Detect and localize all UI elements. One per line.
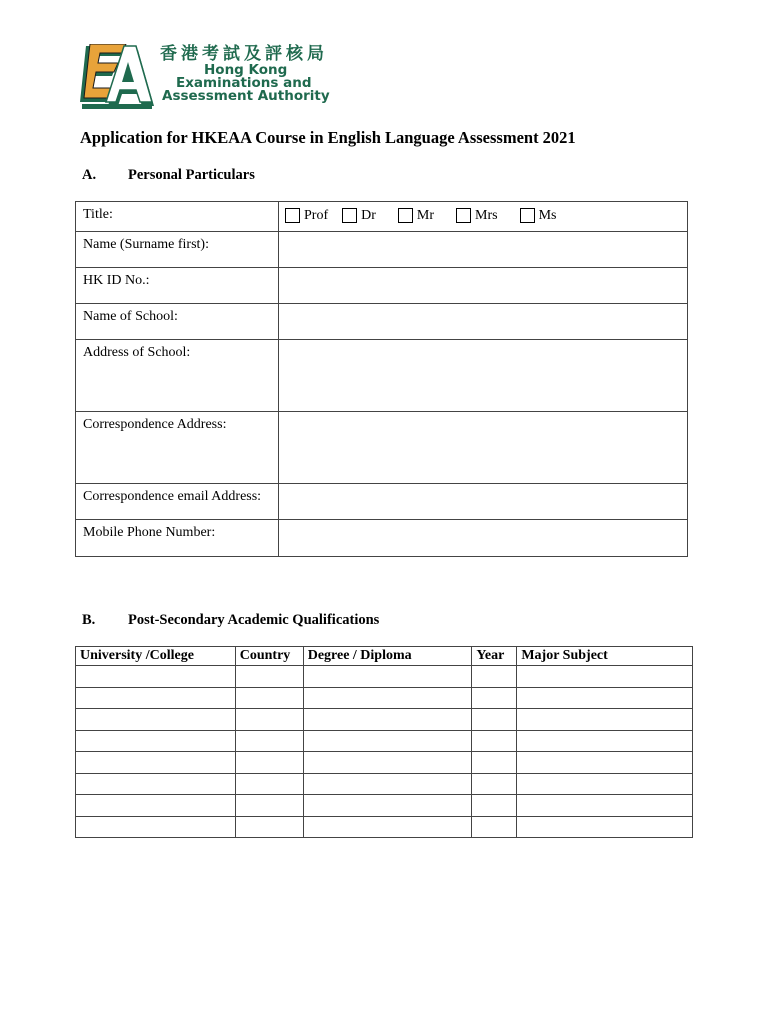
section-a-heading xyxy=(82,167,255,184)
table-row xyxy=(76,687,693,709)
form-row xyxy=(76,412,688,484)
checkbox[interactable] xyxy=(520,208,535,223)
hkid-field[interactable] xyxy=(279,268,688,304)
qualifications-header-row xyxy=(76,647,693,666)
column-header-year: Year xyxy=(472,647,517,666)
section-b-heading xyxy=(82,612,379,629)
table-row xyxy=(76,752,693,774)
degree-cell[interactable] xyxy=(303,730,472,752)
year-cell[interactable] xyxy=(472,709,517,731)
form-row xyxy=(76,340,688,412)
section-a-title: Personal Particulars xyxy=(128,167,255,183)
personal-particulars-table xyxy=(75,201,688,557)
country-cell[interactable] xyxy=(235,666,303,688)
university-cell[interactable] xyxy=(76,730,236,752)
form-row xyxy=(76,304,688,340)
degree-cell[interactable] xyxy=(303,752,472,774)
year-cell[interactable] xyxy=(472,773,517,795)
logo-line-1: Hong Kong xyxy=(204,62,288,78)
country-cell[interactable] xyxy=(235,752,303,774)
table-row xyxy=(76,795,693,817)
year-cell[interactable] xyxy=(472,687,517,709)
logo-text xyxy=(160,44,330,103)
major-cell[interactable] xyxy=(517,709,693,731)
major-cell[interactable] xyxy=(517,773,693,795)
degree-cell[interactable] xyxy=(303,773,472,795)
year-cell[interactable] xyxy=(472,752,517,774)
title-option-ms[interactable] xyxy=(520,208,557,224)
option-label: Mr xyxy=(416,207,435,223)
hkeaa-logo-mark xyxy=(80,44,156,110)
major-cell[interactable] xyxy=(517,752,693,774)
email-label: Correspondence email Address: xyxy=(76,484,279,520)
university-cell[interactable] xyxy=(76,773,236,795)
title-option-mr[interactable] xyxy=(398,208,434,224)
year-cell[interactable] xyxy=(472,816,517,838)
option-label: Dr xyxy=(361,207,376,223)
section-a-number: A. xyxy=(82,167,97,183)
year-cell[interactable] xyxy=(472,730,517,752)
form-row xyxy=(76,520,688,557)
major-cell[interactable] xyxy=(517,816,693,838)
logo-chinese-name: 香港考試及評核局 xyxy=(160,44,328,64)
option-label: Mrs xyxy=(475,207,498,223)
major-cell[interactable] xyxy=(517,666,693,688)
logo-line-2: Examinations and xyxy=(176,75,312,91)
form-row xyxy=(76,232,688,268)
name-field[interactable] xyxy=(279,232,688,268)
title-option-prof[interactable] xyxy=(285,208,328,224)
title-options xyxy=(279,202,688,232)
table-row xyxy=(76,816,693,838)
title-row xyxy=(76,202,688,232)
option-label: Prof xyxy=(304,207,329,223)
table-row xyxy=(76,709,693,731)
school-name-label: Name of School: xyxy=(76,304,279,340)
section-b-title: Post-Secondary Academic Qualifications xyxy=(128,612,380,628)
degree-cell[interactable] xyxy=(303,687,472,709)
qualifications-table xyxy=(75,646,693,838)
country-cell[interactable] xyxy=(235,730,303,752)
university-cell[interactable] xyxy=(76,752,236,774)
name-label: Name (Surname first): xyxy=(76,232,279,268)
mobile-field[interactable] xyxy=(279,520,688,557)
title-label: Title: xyxy=(76,202,279,232)
section-b-number: B. xyxy=(82,612,96,628)
country-cell[interactable] xyxy=(235,816,303,838)
university-cell[interactable] xyxy=(76,687,236,709)
school-name-field[interactable] xyxy=(279,304,688,340)
column-header-country: Country xyxy=(235,647,303,666)
column-header-degree: Degree / Diploma xyxy=(303,647,472,666)
checkbox[interactable] xyxy=(342,208,357,223)
checkbox[interactable] xyxy=(285,208,300,223)
university-cell[interactable] xyxy=(76,709,236,731)
option-label: Ms xyxy=(538,207,557,223)
university-cell[interactable] xyxy=(76,666,236,688)
year-cell[interactable] xyxy=(472,795,517,817)
country-cell[interactable] xyxy=(235,687,303,709)
year-cell[interactable] xyxy=(472,666,517,688)
degree-cell[interactable] xyxy=(303,816,472,838)
correspondence-address-label: Correspondence Address: xyxy=(76,412,279,484)
hkeaa-logo xyxy=(80,44,340,114)
qualifications-body xyxy=(76,666,693,838)
degree-cell[interactable] xyxy=(303,666,472,688)
title-option-dr[interactable] xyxy=(342,208,376,224)
university-cell[interactable] xyxy=(76,795,236,817)
country-cell[interactable] xyxy=(235,773,303,795)
school-address-label: Address of School: xyxy=(76,340,279,412)
table-row xyxy=(76,666,693,688)
checkbox[interactable] xyxy=(456,208,471,223)
form-row xyxy=(76,268,688,304)
logo-underline xyxy=(82,104,152,109)
major-cell[interactable] xyxy=(517,795,693,817)
email-field[interactable] xyxy=(279,484,688,520)
country-cell[interactable] xyxy=(235,795,303,817)
title-option-mrs[interactable] xyxy=(456,208,498,224)
logo-line-3: Assessment Authority xyxy=(162,88,330,104)
university-cell[interactable] xyxy=(76,816,236,838)
column-header-major: Major Subject xyxy=(517,647,693,666)
school-address-field[interactable] xyxy=(279,340,688,412)
form-row xyxy=(76,484,688,520)
degree-cell[interactable] xyxy=(303,795,472,817)
major-cell[interactable] xyxy=(517,730,693,752)
hkid-label: HK ID No.: xyxy=(76,268,279,304)
degree-cell[interactable] xyxy=(303,709,472,731)
major-cell[interactable] xyxy=(517,687,693,709)
mobile-label: Mobile Phone Number: xyxy=(76,520,279,557)
country-cell[interactable] xyxy=(235,709,303,731)
correspondence-address-field[interactable] xyxy=(279,412,688,484)
column-header-university: University /College xyxy=(76,647,236,666)
table-row xyxy=(76,773,693,795)
page-title: Application for HKEAA Course in English Language Assessment 2021 xyxy=(80,128,576,147)
table-row xyxy=(76,730,693,752)
checkbox[interactable] xyxy=(398,208,413,223)
